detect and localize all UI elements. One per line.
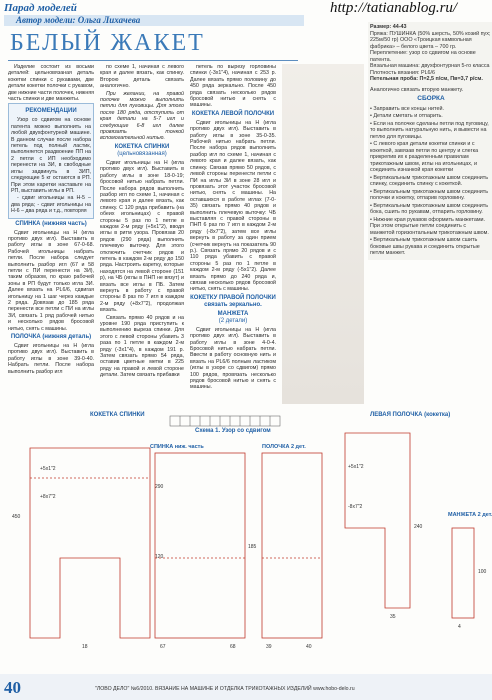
spec-box xyxy=(368,22,492,260)
page-title: БЕЛЫЙ ЖАКЕТ xyxy=(10,30,205,56)
spec-yarn: Пряжа: ПУШИНКА (50% шерсть, 50% козий пух; 225м/50 гр) ООО «Троицкая камвольная фабрика» – белого цвета – 700 гр. xyxy=(370,30,491,50)
text-column-3 xyxy=(190,64,276,392)
recommendations-text: Узор со сдвигом на основе патента можно выполнить на любой двухфонтурной машине. В данном случае после набора петель под полный ластик, выполняется раздвоение ПП на 2 петли с ИП необходимо перенести на ЗИ, в свободные иглы задвинуть в ЗИП, следующие 5 кг остаются в РП. При этом каретки наставьте на РП, выставить иглы в РП. xyxy=(11,117,91,194)
left-yoke-label: ЛЕВАЯ ПОЛОЧКА (кокетка) xyxy=(370,412,451,418)
front-lower-continued: по схеме 1, начиная с левого края и далее вязать, как спинку. Второю деталь связать аналогично. xyxy=(100,64,184,90)
assembly-heading: СБОРКА xyxy=(417,95,445,102)
back-lower-heading: СПИНКА (нижняя часть) xyxy=(15,220,87,227)
back-yoke-incr: +5х1"2 xyxy=(40,466,56,472)
back-yoke-text-2: Связать прямо 40 рядов и на уровне 190 ряда приступить к выполнению выреза спинки. Для этого с левой стороны убавить 3 раза по 1 петле в каждом 2-м ряду (-3х1"4), в каждом 191 р. Затем связать прямо 54 ряда, оставив цветные метки в 225 ряду на правой и левой стороне детали. Затем связать прибавки xyxy=(100,314,184,379)
back-yoke-heading: КОКЕТКА СПИНКИ xyxy=(114,143,170,150)
assembly-step: • Нижние края рукавов оформить манжетами. При этом открытые петли соединить с манжетой горизонтальным трикотажным швом. xyxy=(370,216,489,236)
recommendations-box xyxy=(8,103,94,218)
back-yoke-label: КОКЕТКА СПИНКИ xyxy=(90,412,145,418)
model-photo xyxy=(282,64,364,404)
intro-paragraph: Изделие состоит из восьми деталей: цельновязаная деталь кокетки спинки с рукавами, две детали кокетки полочки с рукавом, две нижние части полочек, нижняя часть спинки и две манжеты. xyxy=(8,64,94,103)
assembly-step: • Если на полочке сделаны петли под пуговицу, то выполнить натуральную нить, и вывести на петлю для пуговицы. xyxy=(370,120,489,140)
back-lower-needles-r: 68 xyxy=(230,644,236,650)
back-yoke-rows-3: 120 xyxy=(155,554,164,560)
section-heading: Парад моделей xyxy=(4,2,77,14)
cuff-needles: 4 xyxy=(458,624,461,630)
cuff-text: Сдвиг игольницы на Н (игла противо двух игл). Выставить в работу иглы в зоне 4-0-4. Бросовой нитью набрать петли. Ввести в работу основную нить и вязать на PL6/6 полным ластиком (иглы в узоре со сдвигом) прямо 100 рядов, провязать несколько рядов бросовой нитью и снять с машины. xyxy=(190,326,276,391)
left-yoke-incr: +5х1"2 xyxy=(348,464,364,470)
front-lower-needles-l: 39 xyxy=(266,644,272,650)
spec-mirror-note: Аналогично связать вторую манжету. xyxy=(370,86,464,93)
spec-machine: Вязальная машина: двухфонтурная 5-го класса xyxy=(370,63,490,69)
text-column-2 xyxy=(100,64,184,380)
buttonhole-note: При желании, на правой полочке можно выполнить петли для пуговицы. Для этого после 180 ряда, отступить от края детали на 5-7 игл и следующие 6-8 игл далее провязать тонкой вспомогательной нитью. xyxy=(100,90,184,142)
front-lower-text: Сдвиг игольницы на Н (игла противо двух игл). Выставить в работу иглы в зоне 39-0-40. Набрать петли. После набора выполнить разбор игл xyxy=(8,343,94,375)
spec-size: Размер: 44-43 xyxy=(370,24,407,30)
text-column-1 xyxy=(8,64,94,376)
back-lower-text: Сдвиг игольницы на Н (игла противо двух игл). Выставить в работу иглы в зоне 67-0-68. Рабочей игольницы набрать петли. После набора следует выполнить разбор игл (67 и 58 петли с ПИ перенести на ЗИ), таким образом, по краю рабочей зоны в РП будут только игла ЗИ. Далее вязать на PL6/6, сдвигая игольницу на 1 шаг через каждые 2 ряда. Довязав до 185 ряда перенести все петли с ПИ на иглы ЗИ, связать 1 ряд рабочей нитью и несколько рядов бросовой нитью, снять с машины. xyxy=(8,229,94,332)
back-yoke-subheading: (цельновязанная) xyxy=(117,150,167,157)
footer-text: "ЛОВО ДЕЛО" №6/2010. ВЯЗАНИЕ НА МАШИНЕ И ОТДЕЛКА ТРИКОТАЖНЫХ ИЗДЕЛИЙ www.hobo-delo.ru xyxy=(95,686,355,692)
cuff-subheading: (2 детали) xyxy=(218,317,248,324)
scheme-label: Схема 1. Узор со сдвигом xyxy=(195,428,271,434)
back-lower-label: СПИНКА ниж. часть xyxy=(150,444,204,450)
cuff-rows: 100 xyxy=(478,569,487,575)
patterns-diagram xyxy=(0,408,492,670)
back-yoke-dart: +8х7"2 xyxy=(40,494,56,500)
back-yoke-text: Сдвиг игольницы на Н (игла противо двух игл). Выставить в работу иглы в зоне 18-0-19; бросовой нитью набрать петли. После набора рядов выполнить разбор игл по схеме 1, начиная с левого края и далее вязать, как спинку. С 120 ряда прибавить (на обеих игольницах) с правой стороны 5 раз по 1 петле в каждом 2-м ряду (+5х1"2), вводя иглы в ритм узора. Провязав 20 рядов (290 ряда) выполнить плечевую выточку. Для этого отключить счетчик рядов и петель в каждом 2-м ряду до 150 ряда. Настроить каретку, которые находятся на левой стороне (151 р), на ЧБ (иглы в ПНП не вязут) и вязать все иглы в ПБ. Затем вернуть в работу с правой стороны 8 раз по 7 игл в каждом 2-м ряду (+8х7"2), продолжая вязать. xyxy=(100,159,184,314)
assembly-step: • С левого края детали кокетки спинки и с кокеткой, завязав петли по центру и слегка прикрепив их к разделенным правилам трикотажным швом, иглы на игольницах, и соединить изнанкой края кокетки xyxy=(370,141,479,173)
front-lower-needles-r: 40 xyxy=(306,644,312,650)
back-yoke-continued: петель по вырезу горловины спинки (-3х1"4), начиная с 253 р. Далее вязать прямо половину до 450 ряда зеркально. После 450 ряда связать несколько рядов бросовой нитью и снять с машины. xyxy=(190,64,276,109)
assembly-step: • Заправить все концы нитей. xyxy=(370,105,444,112)
assembly-step: • Вертикальным трикотажным швом соединить полочки и кокетку, отпарив горловину. xyxy=(370,188,489,201)
back-yoke-needles: 18 xyxy=(82,644,88,650)
front-lower-label: ПОЛОЧКА 2 дет. xyxy=(262,444,306,450)
page-number: 40 xyxy=(4,678,21,697)
assembly-step: • Вертикальным трикотажным швом соединить бока, сшить по рукавам, отпарить горловину. xyxy=(370,202,489,215)
assembly-step: • Вертикальным трикотажным швом сшить боковые швы рукава и соединить открытые петли манжет. xyxy=(370,237,480,256)
assembly-step: • Вертикальным трикотажным швом соединить спинку, соединить спинку с кокеткой. xyxy=(370,174,489,187)
left-yoke-needles: 35 xyxy=(390,614,396,620)
recommendations-list: - сдвиг игольницы на Н-5 – два ряда; - сдвиг игольницы на Н-6 – два ряда и т.д., повторяя xyxy=(11,195,91,215)
left-yoke-rows: 240 xyxy=(414,524,423,530)
front-lower-heading: ПОЛОЧКА (нижняя деталь) xyxy=(10,334,92,341)
title-divider xyxy=(8,60,298,61)
spec-gauge: Петельная проба: П=2,5 п/см, Пв=3,7 р/см. xyxy=(370,76,483,82)
left-yoke-heading: КОКЕТКА ЛЕВОЙ ПОЛОЧКИ xyxy=(191,110,275,117)
spec-stitch: Переплетение: узор со сдвигом на основе патента. xyxy=(370,50,476,63)
assembly-step: • Детали сметать и отпарить. xyxy=(370,113,443,119)
author-line: Автор модели: Ольга Лихачева xyxy=(16,15,141,25)
left-yoke-text: Сдвиг игольницы на Н (игла противо двух игл). Выставить в работу иглы в зоне 35-0-35. Рабочей нитью набрать петли. После набора рядов выполнить разбор игл по схеме 1, начиная с левого края и далее вязать, как спинку. Связав прямо 50 рядов, с левой стороны перенести петли с ПИ на иглы ЗИ в зоне 28 игл и провязать этот участок бросовой нитью, снять с машины. На оставшихся в работе иглах (7-0-35) связать прямо 40 рядов и выполнить плечевую выточку: ЧБ выставляя с правой стороны в ПНП 6 раз по 7 игл в каждом 2-м ряду (-8х7"2), затем все иглы вернуть в работу за один прием (счетчик вернуть на показатель 90 р.). Связать прямо 20 рядов и с 110 ряда убавить с правой стороны 5 раз по 1 петле в каждом 2-м ряду (-5х1"2). Далее вязать прямо до 240 ряда и, связав несколько рядов бросовой нитью, снять с машины. xyxy=(190,119,276,293)
assembly-list xyxy=(370,106,492,257)
pattern-schematics xyxy=(0,408,492,670)
back-yoke-rows: 450 xyxy=(12,514,21,520)
spec-density: Плотность вязания: PL6/6 xyxy=(370,69,436,76)
cuff-label: МАНЖЕТА 2 дет. xyxy=(448,512,492,518)
recommendations-heading: РЕКОМЕНДАЦИИ xyxy=(25,108,77,115)
right-yoke-heading: КОКЕТКУ ПРАВОЙ ПОЛОЧКИ связать зеркально. xyxy=(190,294,276,308)
cuff-heading: МАНЖЕТА xyxy=(217,310,249,317)
back-lower-rows: 185 xyxy=(248,544,257,550)
left-yoke-dart: -8х7"2 xyxy=(348,504,363,510)
back-lower-needles-l: 67 xyxy=(160,644,166,650)
watermark-url: http://tatianablog.ru/ xyxy=(330,0,458,16)
back-yoke-rows-2: 290 xyxy=(155,484,164,490)
